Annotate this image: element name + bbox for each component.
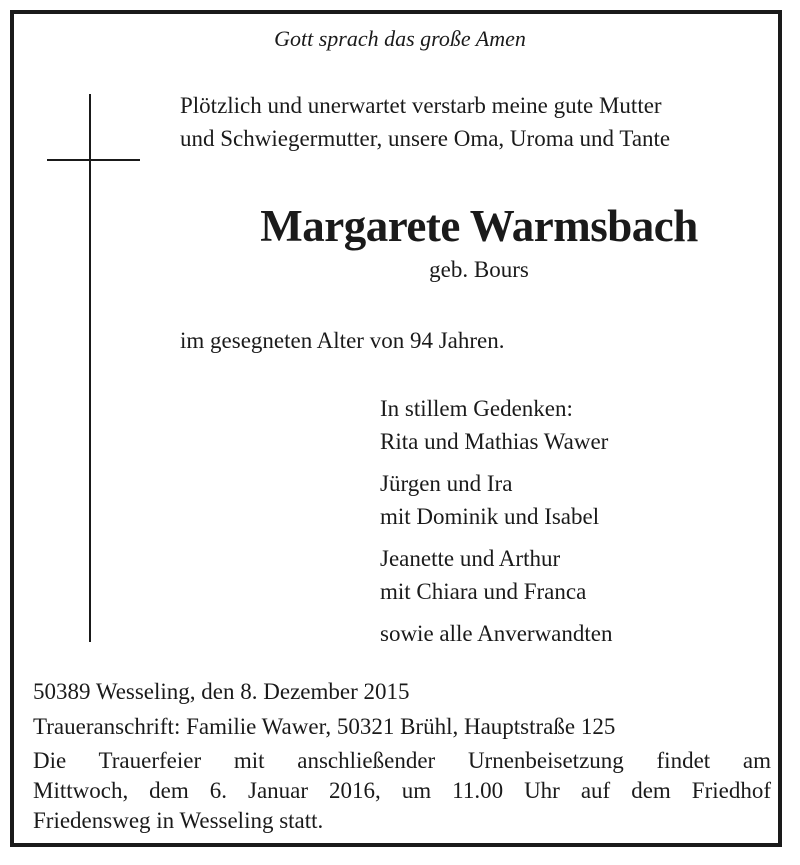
mourning-address: Traueranschrift: Familie Wawer, 50321 Brühl, Hauptstraße 125 [33, 714, 616, 739]
mourner-line: mit Dominik und Isabel [380, 504, 600, 529]
epigraph: Gott sprach das große Amen [274, 26, 526, 51]
cross-icon-bar [47, 159, 140, 161]
maiden-name: geb. Bours [429, 257, 529, 282]
place-date: 50389 Wesseling, den 8. Dezember 2015 [33, 679, 410, 704]
ceremony-line: Die Trauerfeier mit anschließender Urnenbeisetzung findet am [33, 748, 771, 773]
ceremony-info [33, 746, 771, 836]
footer-info [33, 676, 771, 836]
mourner-line: Rita und Mathias Wawer [380, 429, 609, 454]
mourner-line: Jeanette und Arthur [380, 546, 561, 571]
mourner-group [380, 467, 770, 533]
deceased-name: Margarete Warmsbach [260, 201, 698, 251]
age-statement: im gesegneten Alter von 94 Jahren. [180, 328, 505, 353]
cross-icon [89, 94, 91, 642]
mourner-line: mit Chiara und Franca [380, 579, 587, 604]
intro-text [180, 89, 780, 155]
mourners-list [380, 392, 770, 659]
mourner-line: sowie alle Anverwandten [380, 621, 613, 646]
mourner-line: In stillem Gedenken: [380, 396, 573, 421]
mourner-group [380, 617, 770, 650]
ceremony-line: Mittwoch, dem 6. Januar 2016, um 11.00 Uhr auf dem Friedhof [33, 778, 771, 803]
intro-line: und Schwiegermutter, unsere Oma, Uroma und Tante [180, 126, 671, 151]
mourner-group [380, 392, 770, 458]
intro-line: Plötzlich und unerwartet verstarb meine gute Mutter [180, 93, 662, 118]
mourner-group [380, 542, 770, 608]
mourner-line: Jürgen und Ira [380, 471, 513, 496]
ceremony-line: Friedensweg in Wesseling statt. [33, 808, 324, 833]
